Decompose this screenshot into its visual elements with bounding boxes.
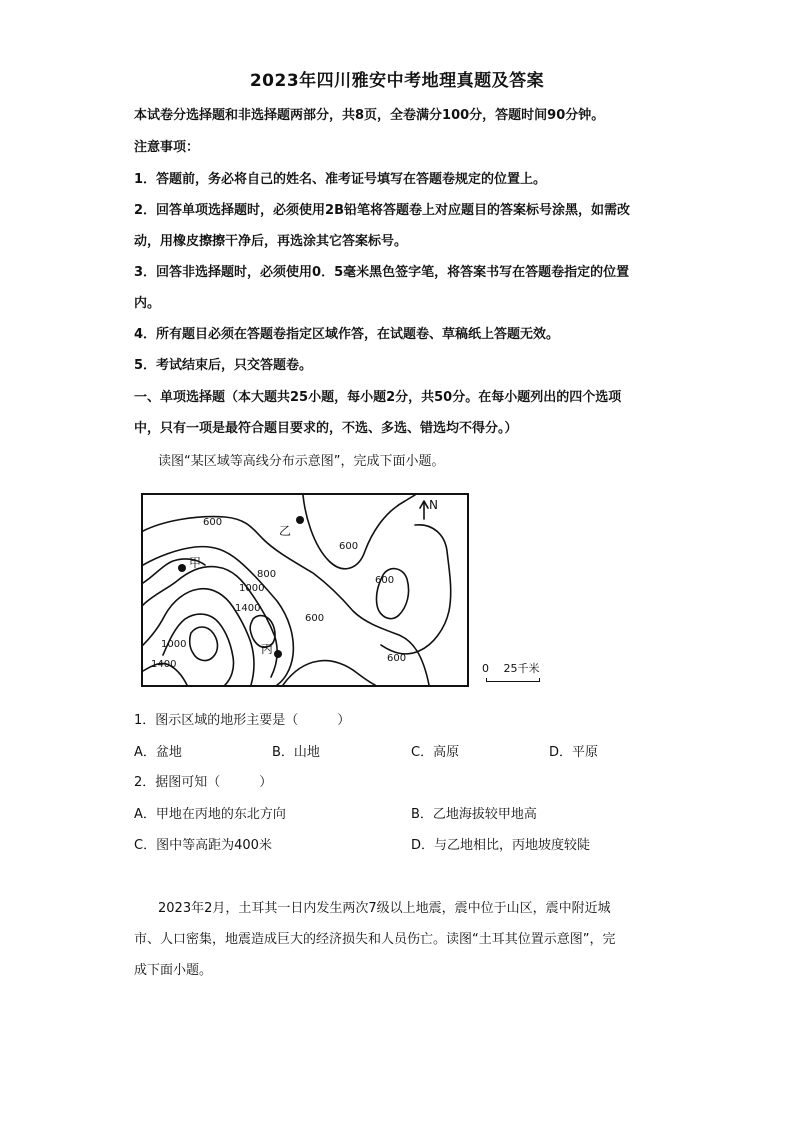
map-scale-bar [486,678,540,682]
contour-label: 1000 [239,583,265,594]
contour-label: 1400 [235,603,261,614]
q1-option-a: A．盆地 [134,745,182,760]
map-scale-label: 0 25千米 [482,662,540,675]
place-label-bing: 丙 [261,642,274,656]
contour-map [141,493,469,687]
place-label-yi: 乙 [279,524,292,538]
notice-item: 动，用橡皮擦擦干净后，再选涂其它答案标号。 [134,234,408,249]
question-1-stem: 1．图示区域的地形主要是（ ） [134,713,351,728]
point-jia [178,564,186,572]
question-2-stem: 2．据图可知（ ） [134,775,273,790]
notice-heading: 注意事项： [134,140,200,155]
section-heading: 中，只有一项是最符合题目要求的，不选、多选、错选均不得分。） [134,421,518,436]
contour-label: 600 [305,613,325,624]
q1-option-b: B．山地 [272,745,320,760]
contour-label: 800 [257,569,277,580]
passage-line: 2023年2月，土耳其一日内发生两次7级以上地震，震中位于山区，震中附近城 [158,901,611,916]
passage-line: 成下面小题。 [134,963,213,978]
page-title: 2023年四川雅安中考地理真题及答案 [249,71,545,91]
map-intro: 读图“某区域等高线分布示意图”，完成下面小题。 [158,454,445,469]
q2-option-c: C．图中等高距为400米 [134,838,272,853]
contour-label: 600 [387,653,407,664]
notice-item: 内。 [134,296,161,311]
q2-option-d: D．与乙地相比，丙地坡度较陡 [411,838,591,853]
contour-label: 1000 [161,639,187,650]
notice-item: 1．答题前，务必将自己的姓名、准考证号填写在答题卷规定的位置上。 [134,172,547,187]
place-label-jia: 甲 [189,556,202,570]
q1-option-c: C．高原 [411,745,460,760]
q2-option-b: B．乙地海拔较甲地高 [411,807,537,822]
section-heading: 一、单项选择题（本大题共25小题，每小题2分，共50分。在每小题列出的四个选项 [134,390,622,405]
q2-option-a: A．甲地在丙地的东北方向 [134,807,286,822]
intro-text: 本试卷分选择题和非选择题两部分，共8页，全卷满分100分，答题时间90分钟。 [134,108,605,123]
notice-item: 3．回答非选择题时，必须使用0．5毫米黑色签字笔，将答案书写在答题卷指定的位置 [134,265,630,280]
contour-map-drawing [143,495,467,685]
contour-label: 600 [375,575,395,586]
point-bing [274,650,282,658]
notice-item: 2．回答单项选择题时，必须使用2B铅笔将答题卷上对应题目的答案标号涂黑，如需改 [134,203,631,218]
point-yi [296,516,304,524]
contour-label: 600 [339,541,359,552]
notice-item: 4．所有题目必须在答题卷指定区域作答，在试题卷、草稿纸上答题无效。 [134,327,560,342]
contour-label: 600 [203,517,223,528]
q1-option-d: D．平原 [549,745,599,760]
notice-item: 5．考试结束后，只交答题卷。 [134,358,313,373]
north-label: N [429,498,438,512]
passage-line: 市、人口密集，地震造成巨大的经济损失和人员伤亡。读图“土耳其位置示意图”，完 [134,932,616,947]
contour-label: 1400 [151,659,177,670]
